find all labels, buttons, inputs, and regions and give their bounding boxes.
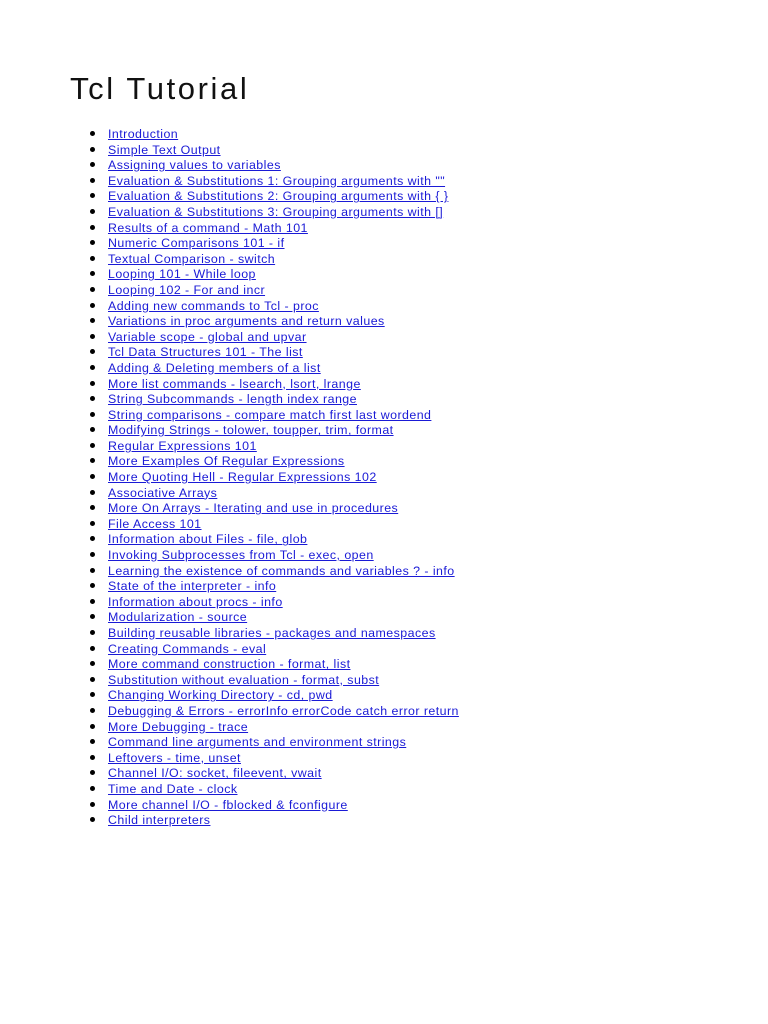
toc-link[interactable]: Creating Commands - eval [108,641,267,656]
toc-link[interactable]: Adding & Deleting members of a list [108,360,321,375]
list-item [88,563,459,579]
list-item [88,344,459,360]
list-item [88,531,459,547]
list-item [88,376,459,392]
toc-link[interactable]: Regular Expressions 101 [108,438,257,453]
list-item [88,500,459,516]
toc-link[interactable]: More Quoting Hell - Regular Expressions 102 [108,470,377,485]
toc-link[interactable]: Debugging & Errors - errorInfo errorCode catch error return [108,703,459,718]
toc-link[interactable]: Evaluation & Substitutions 2: Grouping arguments with { } [108,189,449,204]
bullet-icon [90,599,95,604]
list-item [88,142,459,158]
list-item [88,703,459,719]
toc-link[interactable]: Assigning values to variables [108,158,281,173]
list-item [88,422,459,438]
bullet-icon [90,303,95,308]
toc-link[interactable]: Information about procs - info [108,594,283,609]
list-item [88,797,459,813]
bullet-icon [90,381,95,386]
list-item [88,204,459,220]
toc-link[interactable]: Substitution without evaluation - format, subst [108,672,380,687]
list-item [88,672,459,688]
list-item [88,157,459,173]
bullet-icon [90,225,95,230]
bullet-icon [90,412,95,417]
toc-link[interactable]: Modifying Strings - tolower, toupper, trim, format [108,423,394,438]
toc-link[interactable]: Introduction [108,127,179,141]
bullet-icon [90,770,95,775]
toc-link[interactable]: String comparisons - compare match first last wordend [108,407,432,422]
bullet-icon [90,193,95,198]
bullet-icon [90,568,95,573]
list-item [88,734,459,750]
bullet-icon [90,661,95,666]
bullet-icon [90,318,95,323]
toc-link[interactable]: Changing Working Directory - cd, pwd [108,688,333,703]
bullet-icon [90,552,95,557]
list-item [88,391,459,407]
bullet-icon [90,724,95,729]
bullet-icon [90,349,95,354]
list-item [88,547,459,563]
list-item [88,609,459,625]
list-item [88,298,459,314]
bullet-icon [90,147,95,152]
bullet-icon [90,427,95,432]
toc-link[interactable]: Evaluation & Substitutions 1: Grouping arguments with "" [108,173,446,188]
list-item [88,781,459,797]
toc-link[interactable]: More Debugging - trace [108,719,249,734]
list-item [88,485,459,501]
toc-link[interactable]: Associative Arrays [108,485,218,500]
toc-link[interactable]: String Subcommands - length index range [108,392,357,407]
toc-link[interactable]: Building reusable libraries - packages and namespaces [108,626,436,640]
list-item [88,126,459,142]
list-item [88,329,459,345]
list-item [88,313,459,329]
bullet-icon [90,677,95,682]
toc-link[interactable]: Tcl Data Structures 101 - The list [108,345,303,360]
bullet-icon [90,505,95,510]
toc-link[interactable]: Numeric Comparisons 101 - if [108,236,285,251]
list-item [88,220,459,236]
toc-link[interactable]: Variable scope - global and upvar [108,329,307,344]
list-item [88,765,459,781]
toc-link[interactable]: Time and Date - clock [108,781,238,796]
list-item [88,719,459,735]
bullet-icon [90,178,95,183]
bullet-icon [90,209,95,214]
table-of-contents [88,126,459,828]
list-item [88,578,459,594]
bullet-icon [90,490,95,495]
toc-link[interactable]: Results of a command - Math 101 [108,220,308,235]
bullet-icon [90,240,95,245]
toc-link[interactable]: More Examples Of Regular Expressions [108,454,345,469]
toc-link[interactable]: Channel I/O: socket, fileevent, vwait [108,766,322,781]
toc-link[interactable]: Simple Text Output [108,142,221,157]
toc-link[interactable]: Leftovers - time, unset [108,750,241,765]
toc-link[interactable]: More list commands - lsearch, lsort, lrange [108,376,361,391]
bullet-icon [90,802,95,807]
list-item [88,812,459,828]
bullet-icon [90,365,95,370]
toc-link[interactable]: Textual Comparison - switch [108,251,276,266]
bullet-icon [90,646,95,651]
toc-link[interactable]: Looping 102 - For and incr [108,282,266,297]
bullet-icon [90,614,95,619]
list-item [88,625,459,641]
bullet-icon [90,256,95,261]
toc-link[interactable]: Information about Files - file, glob [108,532,308,547]
bullet-icon [90,287,95,292]
toc-link[interactable]: Invoking Subprocesses from Tcl - exec, open [108,548,374,563]
list-item [88,469,459,485]
toc-link[interactable]: Evaluation & Substitutions 3: Grouping arguments with [] [108,204,444,219]
toc-link[interactable]: More command construction - format, list [108,657,351,672]
toc-link[interactable]: Looping 101 - While loop [108,267,256,282]
list-item [88,687,459,703]
toc-link[interactable]: File Access 101 [108,516,202,531]
bullet-icon [90,162,95,167]
bullet-icon [90,708,95,713]
list-item [88,594,459,610]
list-item [88,407,459,423]
list-item [88,251,459,267]
toc-link[interactable]: More On Arrays - Iterating and use in procedures [108,501,399,516]
list-item [88,282,459,298]
list-item [88,750,459,766]
bullet-icon [90,536,95,541]
toc-link[interactable]: More channel I/O - fblocked & fconfigure [108,797,348,812]
list-item [88,173,459,189]
bullet-icon [90,630,95,635]
toc-link[interactable]: Child interpreters [108,813,211,828]
bullet-icon [90,131,95,136]
list-item [88,516,459,532]
toc-link[interactable]: Command line arguments and environment strings [108,735,407,750]
toc-link[interactable]: Learning the existence of commands and variables ? - info [108,563,455,578]
bullet-icon [90,521,95,526]
bullet-icon [90,817,95,822]
list-item [88,641,459,657]
bullet-icon [90,755,95,760]
toc-link[interactable]: Adding new commands to Tcl - proc [108,298,319,313]
bullet-icon [90,443,95,448]
bullet-icon [90,474,95,479]
bullet-icon [90,458,95,463]
toc-link[interactable]: State of the interpreter - info [108,579,277,594]
toc-link[interactable]: Variations in proc arguments and return values [108,314,385,329]
bullet-icon [90,334,95,339]
bullet-icon [90,396,95,401]
bullet-icon [90,739,95,744]
bullet-icon [90,583,95,588]
list-item [88,438,459,454]
list-item [88,266,459,282]
list-item [88,235,459,251]
list-item [88,656,459,672]
page-title: Tcl Tutorial [70,71,250,106]
bullet-icon [90,786,95,791]
list-item [88,188,459,204]
list-item [88,360,459,376]
bullet-icon [90,692,95,697]
list-item [88,453,459,469]
toc-link[interactable]: Modularization - source [108,610,248,625]
bullet-icon [90,271,95,276]
